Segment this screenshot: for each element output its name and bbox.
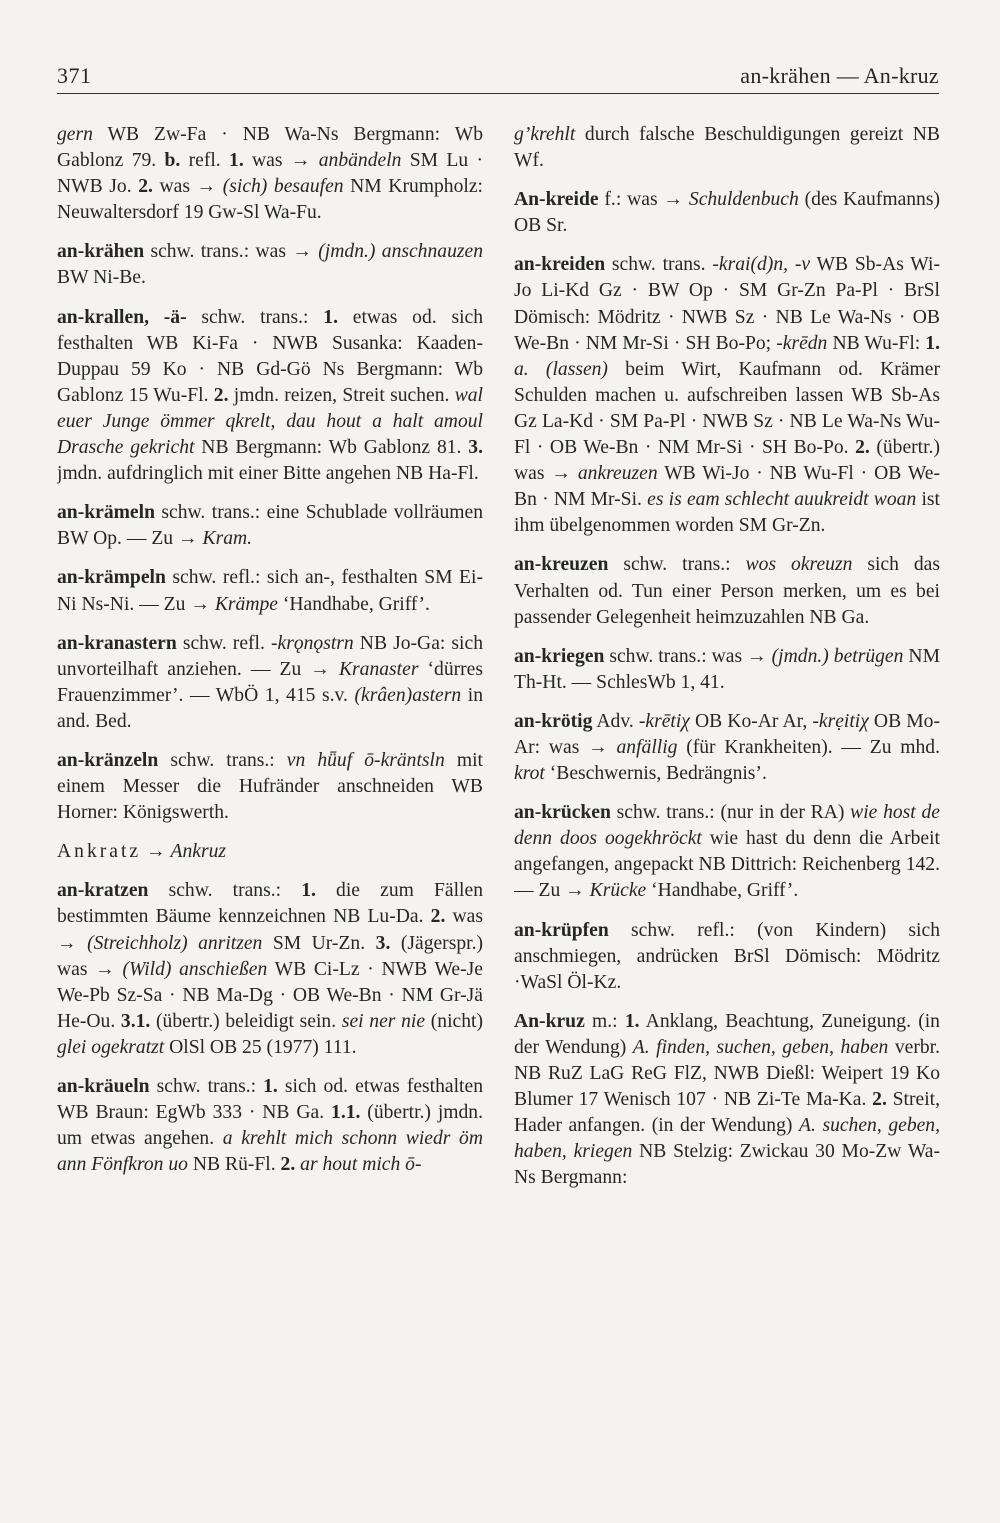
dictionary-entry: an-kriegen schw. trans.: was → (jmdn.) betrügen NM Th-Ht. — SchlesWb 1, 41. — [514, 645, 940, 693]
dictionary-entry: an-kreiden schw. trans. -krai(d)n, -v WB Sb-As Wi-Jo Li-Kd Gz · BW Op · SM Gr-Zn Pa-Pl · BrSl Dömisch: Mödritz · NWB Sz · NB Le Wa-Ns · OB We-Bn · NM Mr-Si · SH Bo-Po; -krēdn NB Wu-Fl: 1. a. (lassen) beim Wirt, Kaufmann od. Krämer Schulden machen u. aufschreiben lassen WB Sb-As Gz La-Kd · SM Pa-Pl · NWB Sz · NB Le Wa-Ns Wu-Fl · OB We-Bn · NM Mr-Si · SH Bo-Po. 2. (übertr.) was → ankreuzen WB Wi-Jo · NB Wu-Fl · OB We-Bn · NM Mr-Si. es is eam schlecht auukreidt woan ist ihm übelgenommen worden SM Gr-Zn. — [514, 254, 940, 537]
dictionary-entry: an-krämpeln schw. refl.: sich an-, festhalten SM Ei-Ni Ns-Ni. — Zu → Krämpe ‘Handhabe, Griff’. — [57, 567, 483, 615]
dictionary-entry: Ankratz → Ankruz — [57, 841, 227, 863]
dictionary-entry: an-krüpfen schw. refl.: (von Kindern) sich anschmiegen, andrücken BrSl Dömisch: Mödritz ·WaSl Öl-Kz. — [514, 919, 940, 993]
dictionary-entry: an-kreuzen schw. trans.: wos okreuzn sich das Verhalten od. Tun einer Person merken, um es bei passender Gelegenheit heimzuzahlen NB Ga. — [514, 554, 940, 628]
dictionary-entry: an-kranastern schw. refl. -krǫnǫstrn NB Jo-Ga: sich unvorteilhaft anziehen. — Zu → Kranaster ‘dürres Frauenzimmer’. — WbÖ 1, 415 s.v. (krâen)astern in and. Bed. — [57, 632, 483, 732]
running-title: an-krähen — An-kruz — [740, 63, 939, 88]
running-header — [57, 60, 939, 94]
left-column — [57, 122, 483, 1482]
dictionary-entry: an-krämeln schw. trans.: eine Schublade vollräumen BW Op. — Zu → Kram. — [57, 502, 483, 550]
dictionary-entry: g’krehlt durch falsche Beschuldigungen gereizt NB Wf. — [514, 124, 940, 172]
dictionary-entry: an-kräueln schw. trans.: 1. sich od. etwas festhalten WB Braun: EgWb 333 · NB Ga. 1.1. (übertr.) jmdn. um etwas angehen. a krehlt mich schonn wiedr öm ann Fönfkron uo NB Rü-Fl. 2. ar hout mich ō- — [57, 1076, 483, 1176]
right-column — [514, 122, 940, 1482]
dictionary-entry: an-krücken schw. trans.: (nur in der RA) wie host de denn doos oogekhröckt wie hast du denn die Arbeit angefangen, angepackt NB Dittrich: Reichenberg 142. — Zu → Krücke ‘Handhabe, Griff’. — [514, 802, 940, 902]
dictionary-entry: An-kruz m.: 1. Anklang, Beachtung, Zuneigung. (in der Wendung) A. finden, suchen, geben, haben verbr. NB RuZ LaG ReG FlZ, NWB Dießl: Weipert 19 Ko Blumer 17 Wenisch 107 · NB Zi-Te Ma-Ka. 2. Streit, Hader anfangen. (in der Wendung) A. suchen, geben, haben, kriegen NB Stelzig: Zwickau 30 Mo-Zw Wa-Ns Bergmann: — [514, 1010, 940, 1189]
dictionary-entry: an-krähen schw. trans.: was → (jmdn.) anschnauzen BW Ni-Be. — [57, 241, 483, 289]
dictionary-entry: An-kreide f.: was → Schuldenbuch (des Kaufmanns) OB Sr. — [514, 189, 940, 237]
dictionary-entry: an-krötig Adv. -krētiχ OB Ko-Ar Ar, -krẹitiχ OB Mo-Ar: was → anfällig (für Krankheiten). — Zu mhd. krot ‘Beschwernis, Bedrängnis’. — [514, 710, 940, 785]
dictionary-entry: an-kränzeln schw. trans.: vn hǖuf ō-kräntsln mit einem Messer die Hufränder anschneiden WB Horner: Königswerth. — [57, 749, 483, 824]
dictionary-entry: an-krallen, -ä- schw. trans.: 1. etwas od. sich festhalten WB Ki-Fa · NWB Susanka: Kaaden-Duppau 59 Ko · NB Gd-Gö Ns Bergmann: Wb Gablonz 15 Wu-Fl. 2. jmdn. reizen, Streit suchen. wal euer Junge ömmer qkrelt, dau hout a halt amoul Drasche gekricht NB Bergmann: Wb Gablonz 81. 3. jmdn. aufdringlich mit einer Bitte angehen NB Ha-Fl. — [57, 306, 483, 485]
dictionary-entry: gern WB Zw-Fa · NB Wa-Ns Bergmann: Wb Gablonz 79. b. refl. 1. was → anbändeln SM Lu · NWB Jo. 2. was → (sich) besaufen NM Krumpholz: Neuwaltersdorf 19 Gw-Sl Wa-Fu. — [57, 124, 483, 224]
page-number: 371 — [57, 63, 92, 88]
dictionary-entry: an-kratzen schw. trans.: 1. die zum Fällen bestimmten Bäume kennzeichnen NB Lu-Da. 2. was → (Streichholz) anritzen SM Ur-Zn. 3. (Jägerspr.) was → (Wild) anschießen WB Ci-Lz · NWB We-Je We-Pb Sz-Sa · NB Ma-Dg · OB We-Bn · NM Gr-Jä He-Ou. 3.1. (übertr.) beleidigt sein. sei ner nie (nicht) glei ogekratzt OlSl OB 25 (1977) 111. — [57, 880, 483, 1058]
